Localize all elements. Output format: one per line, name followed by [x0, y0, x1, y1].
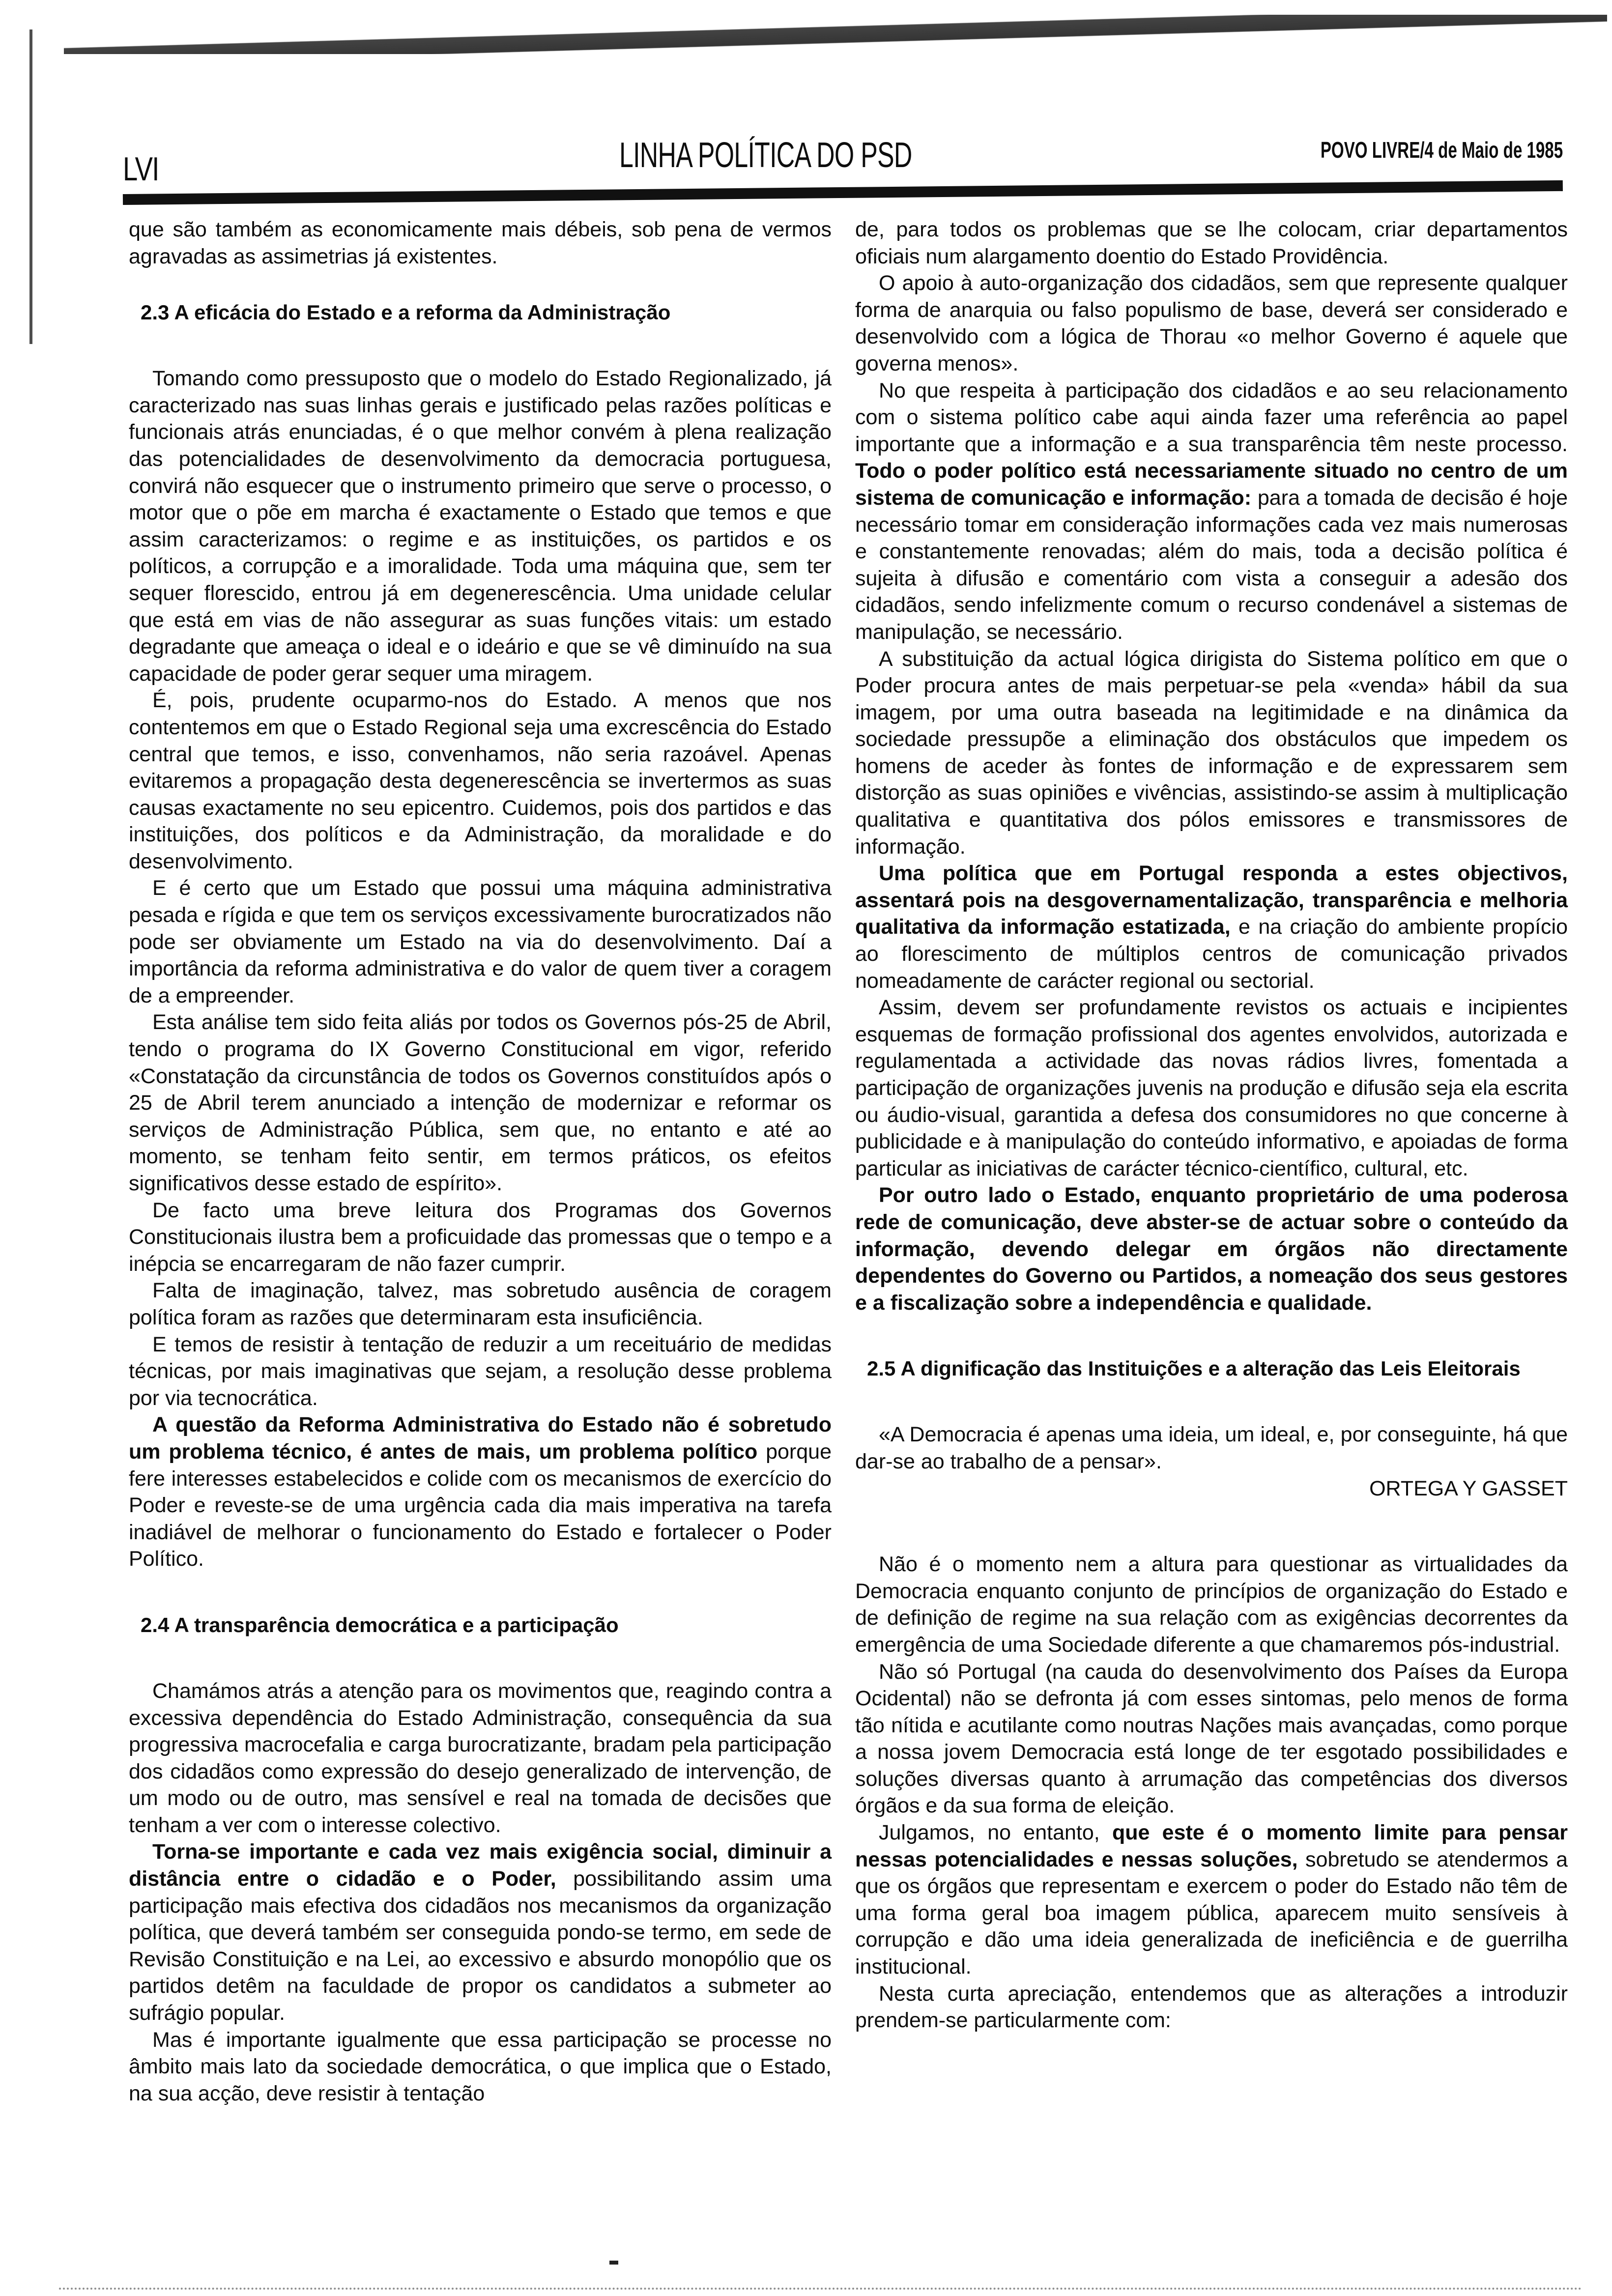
- paragraph: Mas é importante igualmente que essa participação se processe no âmbito mais lato da sociedade democrática, o que implica que o Estado, na sua acção, deve resistir à tentação: [129, 2028, 832, 2105]
- emphasis: Uma política que em Portugal responda a estes objectivos, assentará pois na desgovernamentalização, transparência e melhoria qualitativa da informação estatizada,: [855, 861, 1568, 939]
- page-number: LVI: [123, 150, 159, 188]
- left-column: [129, 216, 832, 2107]
- emphasis: Torna-se importante e cada vez mais exigência social, diminuir a distância entre o cidadão e o Poder,: [129, 1840, 832, 1891]
- paragraph: [855, 377, 1568, 646]
- paragraph: Chamámos atrás a atenção para os movimentos que, reagindo contra a excessiva dependência do Estado Administração, consequência da sua progressiva macrocefalia e carga burocratizante, bradam pela participação dos cidadãos como expressão do desejo generalizado de intervenção, de um modo ou de outro, mas sensível e real na tomada de decisões que tenham a ver com o interesse colectivo.: [129, 1679, 832, 1837]
- paragraph-text: porque fere interesses estabelecidos e colide com os mecanismos de exercício do Poder e reveste-se de uma urgência cada dia mais imperativa na tarefa inadiável de melhorar o funcionamento do Estado e fortalecer o Poder Político.: [129, 1439, 832, 1571]
- paragraph-text: No que respeita à participação dos cidadãos e ao seu relacionamento com o sistema político cabe aqui ainda fazer uma referência ao papel importante que a informação e a sua transparência têm neste processo.: [855, 378, 1568, 456]
- page-header: [123, 133, 1563, 187]
- paragraph: [855, 1819, 1568, 1980]
- paragraph: De facto uma breve leitura dos Programas dos Governos Constitucionais ilustra bem a proficuidade das promessas que o tempo e a inépcia se encarregaram de não fazer cumprir.: [129, 1198, 832, 1276]
- paragraph: A substituição da actual lógica dirigista do Sistema político em que o Poder procura antes de mais perpetuar-se pela «venda» hábil da sua imagem, por uma outra baseada na legitimidade e na dinâmica da sociedade pressupõe a eliminação dos obstáculos que impedem os homens de aceder às fontes de informação e de expressarem sem distorção as suas opiniões e vivências, assistindo-se assim à multiplicação qualitativa e quantitativa dos pólos emissores e transmissores de informação.: [855, 647, 1568, 859]
- paragraph-text: sobretudo se atendermos a que os órgãos que representam e exercem o poder do Estado não têm de uma forma geral boa imagem pública, aparecem muito sensíveis à corrupção e dão uma ideia generalizada de ineficiência e de guerrilha institucional.: [855, 1847, 1568, 1979]
- paragraph: É, pois, prudente ocuparmo-nos do Estado. A menos que nos contentemos em que o Estado Regional seja uma excrescência do Estado central que temos, e isso, convenhamos, não seria razoável. Apenas evitaremos a propagação desta degenerescência se invertermos as suas causas exactamente no seu epicentro. Cuidemos, pois dos partidos e das instituições, dos políticos e da Administração, da moralidade e do desenvolvimento.: [129, 689, 832, 873]
- section-heading-2-4: 2.4 A transparência democrática e a participação: [141, 1613, 619, 1636]
- emphasis: Por outro lado o Estado, enquanto proprietário de uma poderosa rede de comunicação, deve abster-se de actuar sobre o conteúdo da informação, devendo delegar em órgãos não directamente dependentes do Governo ou Partidos, a nomeação dos seus gestores e a fiscalização sobre a independência e qualidade.: [855, 1183, 1568, 1315]
- paragraph: O apoio à auto-organização dos cidadãos, sem que represente qualquer forma de anarquia ou falso populismo de base, deverá ser considerado e desenvolvido com a lógica de Thorau «o melhor Governo é aquele que governa menos».: [855, 271, 1568, 375]
- scan-speck: [609, 2261, 618, 2265]
- scan-edge-top: [64, 15, 1607, 54]
- emphasis: que este é o momento limite para pensar nessas potencialidades e nessas soluções,: [855, 1821, 1568, 1871]
- paragraph-text: para a tomada de decisão é hoje necessário tomar em consideração informações cada vez mais numerosas e constantemente renovadas; além do mais, toda a decisão política é sujeita à difusão e comentário com vista a conseguir a adesão dos cidadãos, sendo infelizmente comum o recurso condenável a sistemas de manipulação, se necessário.: [855, 486, 1568, 644]
- paragraph: E é certo que um Estado que possui uma máquina administrativa pesada e rígida e que tem os serviços excessivamente burocratizados não pode ser obviamente um Estado na via do desenvolvimento. Daí a importância da reforma administrativa e do valor de quem tiver a coragem de a empreender.: [129, 876, 832, 1007]
- paragraph: de, para todos os problemas que se lhe colocam, criar departamentos oficiais num alargamento doentio do Estado Providência.: [855, 218, 1568, 268]
- section-heading-2-5: 2.5 A dignificação das Instituições e a alteração das Leis Eleitorais: [867, 1357, 1521, 1380]
- scan-edge-left: [29, 29, 32, 344]
- epigraph-author: ORTEGA Y GASSET: [1369, 1476, 1568, 1500]
- right-column: [855, 216, 1568, 2034]
- paragraph: Assim, devem ser profundamente revistos os actuais e incipientes esquemas de formação profissional dos agentes envolvidos, autorizada e regulamentada a actividade das novas rádios livres, fomentada a participação de organizações juvenis na produção e difusão seja ela escrita ou áudio-visual, garantida a defesa dos consumidores no que concerne à publicidade e à manipulação do conteúdo informativo, e apoiadas de forma particular as iniciativas de carácter técnico-científico, cultural, etc.: [855, 996, 1568, 1180]
- emphasis: A questão da Reforma Administrativa do Estado não é sobretudo um problema técnico, é antes de mais, um problema político: [129, 1413, 832, 1464]
- paragraph: [129, 1411, 832, 1573]
- emphasis: Todo o poder político está necessariamente situado no centro de um sistema de comunicação e informação:: [855, 459, 1568, 510]
- scan-edge-bottom: [59, 2288, 1583, 2292]
- page-title: LINHA POLÍTICA DO PSD: [619, 136, 912, 175]
- paragraph: que são também as economicamente mais débeis, sob pena de vermos agravadas as assimetrias já existentes.: [129, 218, 832, 268]
- paragraph: [855, 860, 1568, 994]
- spacer: [855, 1502, 1568, 1551]
- paragraph: Esta análise tem sido feita aliás por todos os Governos pós-25 de Abril, tendo o programa do IX Governo Constitucional em vigor, referido «Constatação da circunstância de todos os Governos constituídos após o 25 de Abril terem anunciado a intenção de modernizar e reformar os serviços de Administração Pública, sem que, no entanto e até ao momento, se tenham feito sentir, em termos práticos, os efeitos significativos desse estado de espírito».: [129, 1010, 832, 1195]
- paragraph-text: Julgamos, no entanto,: [879, 1821, 1112, 1845]
- paragraph: Não é o momento nem a altura para questionar as virtualidades da Democracia enquanto conjunto de princípios de organização do Estado e de definição de regime na sua relação com as exigências decorrentes da emergência de uma Sociedade diferente a que chamaremos pós-industrial.: [855, 1552, 1568, 1657]
- paragraph: [129, 1838, 832, 2026]
- paragraph: E temos de resistir à tentação de reduzir a um receituário de medidas técnicas, por mais imaginativas que sejam, a resolução desse problema por via tecnocrática.: [129, 1332, 832, 1410]
- publication-date: POVO LIVRE/4 de Maio de 1985: [1320, 137, 1563, 163]
- paragraph-text: e na criação do ambiente propício ao florescimento de múltiplos centros de comunicação privados nomeadamente de carácter regional ou sectorial.: [855, 915, 1568, 993]
- paragraph-text: possibilitando assim uma participação mais efectiva dos cidadãos nos mecanismos da organização política, que deverá também ser conseguida pondo-se termo, em sede de Revisão Constituição e na Lei, ao excessivo e absurdo monopólio que os partidos detêm na faculdade de propor os candidatos a submeter ao sufrágio popular.: [129, 1867, 832, 2025]
- paragraph: [855, 1182, 1568, 1316]
- section-heading-2-3: 2.3 A eficácia do Estado e a reforma da Administração: [141, 301, 671, 324]
- paragraph: Falta de imaginação, talvez, mas sobretudo ausência de coragem política foram as razões que determinaram esta insuficiência.: [129, 1279, 832, 1329]
- paragraph: Não só Portugal (na cauda do desenvolvimento dos Países da Europa Ocidental) não se defronta já com esses sintomas, pelo menos de forma tão nítida e acutilante como noutras Nações mais avançadas, como porque a nossa jovem Democracia está longe de ter esgotado possibilidades e soluções diversas quanto à arrumação das competências dos diversos órgãos e da sua forma de eleição.: [855, 1660, 1568, 1818]
- paragraph: Nesta curta apreciação, entendemos que as alterações a introduzir prendem-se particularmente com:: [855, 1981, 1568, 2033]
- paragraph: Tomando como pressuposto que o modelo do Estado Regionalizado, já caracterizado nas suas linhas gerais e justificado pelas razões políticas e funcionais atrás enunciadas, é o que melhor convém à plena realização das potencialidades de desenvolvimento da democracia portuguesa, convirá não esquecer que o instrumento primeiro que serve o processo, o motor que o põe em marcha é exactamente o Estado que temos e que assim caracterizamos: o regime e as instituições, os partidos e os políticos, a corrupção e a imoralidade. Toda uma máquina que, sem ter sequer florescido, entrou já em degenerescência. Uma unidade celular que está em vias de não assegurar as suas funções vitais: um estado degradante que ameaça o ideal e o ideário e que se vê diminuído na sua capacidade de poder gerar sequer uma miragem.: [129, 367, 832, 686]
- epigraph-quote: «A Democracia é apenas uma ideia, um ideal, e, por conseguinte, há que dar-se ao trabalho de a pensar».: [855, 1423, 1568, 1473]
